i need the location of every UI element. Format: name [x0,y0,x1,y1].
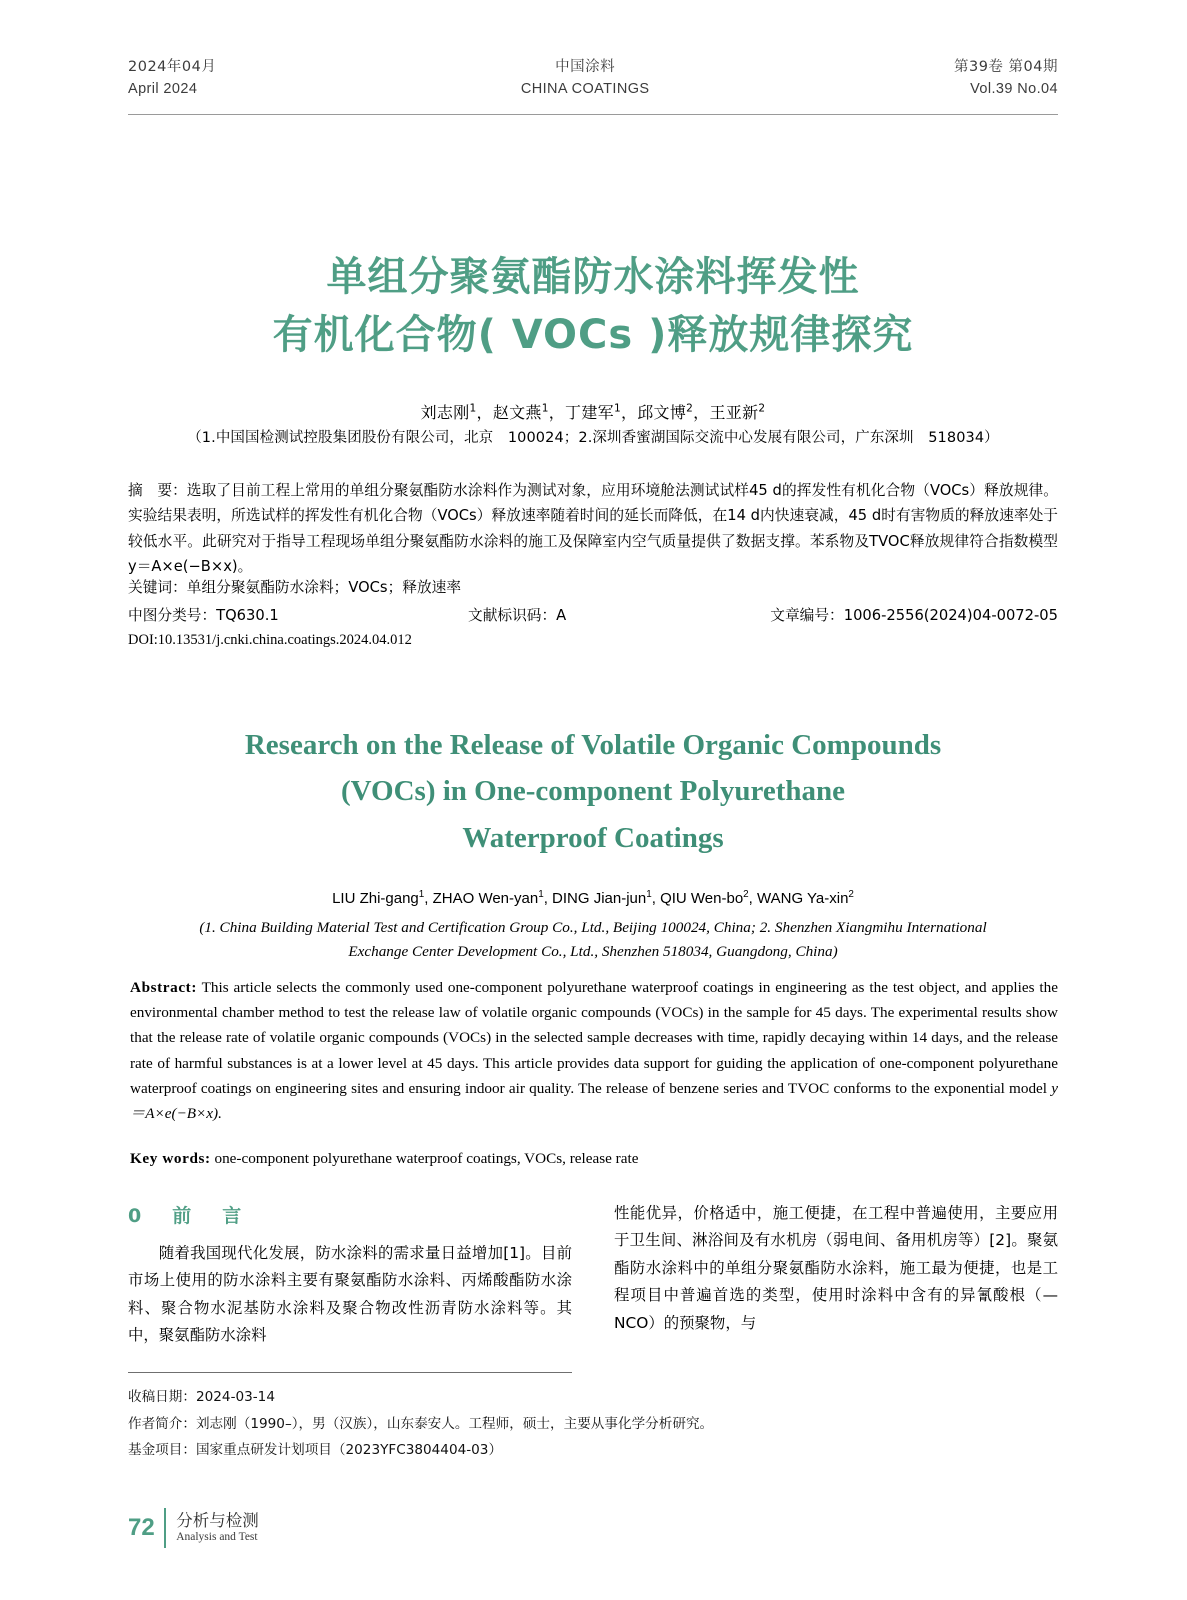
doi-line: DOI:10.13531/j.cnki.china.coatings.2024.04.012 [128,632,412,648]
page-title-zh-line2: 有机化合物( VOCs )释放规律探究 [272,312,914,358]
journal-name-zh: 中国涂料 [555,59,616,75]
running-head [128,56,1058,101]
keywords-zh: 关键词：单组分聚氨酯防水涂料；VOCs；释放速率 [128,579,462,596]
running-head-date-zh: 2024年04月 [128,59,217,75]
footnote-received-date: 收稿日期：2024-03-14 [128,1389,275,1405]
journal-name-en: CHINA COATINGS [520,81,650,98]
running-head-left [128,56,216,101]
page-title-en-line1: Research on the Release of Volatile Organic Compounds [244,729,942,761]
running-head-divider [128,114,1058,115]
footer-section-zh: 分析与检测 [176,1510,259,1530]
footer-accent-bar [164,1508,167,1548]
keywords-en [130,1147,1058,1171]
abstract-en [130,975,1058,1126]
volume-issue-en: Vol.39 No.04 [970,81,1058,98]
footnotes [128,1384,848,1464]
abstract-en-text: This article selects the commonly used one-component polyurethane waterproof coatings in engineering as the test object, and applies the environmental chamber method to test the release law of volatile organic compounds (VOCs) in the sample for 45 days. The experimental results show that the release rate of volatile organic compounds (VOCs) in the selected sample decreases with time, rapidly decaying within 14 days, and the release rate of harmful substances is at a lower level at 45 days. This article provides data support for guiding the application of one-component polyurethane waterproof coatings on engineering sites and ensuring indoor air quality. The release of benzene series and TVOC conforms to the exponential model [130,979,1058,1097]
document-code: 文献标识码：A [468,607,567,624]
running-head-date-en: April 2024 [128,81,198,98]
abstract-en-label: Abstract: [130,979,197,996]
page-title-zh-line1: 单组分聚氨酯防水涂料挥发性 [326,254,860,300]
abstract-en-equation: y＝A×e(−B×x). [130,1079,1059,1123]
running-head-center [521,56,650,101]
article-id: 文章编号：1006-2556(2024)04-0072-05 [770,607,1058,624]
footer-section-en: Analysis and Test [176,1531,258,1544]
affiliation-en [128,916,1058,965]
abstract-zh-label: 摘 要： [128,482,187,499]
section-heading: 0 前 言 [128,1205,248,1227]
footnote-author-bio: 作者简介：刘志刚（1990–），男（汉族），山东泰安人。工程师，硕士，主要从事化学分析研究。 [128,1415,714,1432]
page-title-en [150,722,1036,861]
page-title-zh [128,248,1058,364]
body-columns [128,1200,1058,1355]
clc-number: 中图分类号：TQ630.1 [128,607,279,624]
footnote-funding: 基金项目：国家重点研发计划项目（2023YFC3804404-03） [128,1442,503,1458]
affiliation-en-line2: Exchange Center Development Co., Ltd., Shenzhen 518034, Guangdong, China) [348,943,838,961]
classification-row-zh [128,604,1058,625]
body-paragraph-right: 性能优异，价格适中，施工便捷，在工程中普遍使用，主要应用于卫生间、淋浴间及有水机房（弱电间、备用机房等）[2]。聚氨酯防水涂料中的单组分聚氨酯防水涂料，施工最为便捷，也是工程项目中普遍首选的类型，使用时涂料中含有的异氰酸根（—NCO）的预聚物，与 [614,1204,1058,1332]
body-column-left [128,1200,572,1355]
running-head-right [954,56,1058,101]
page-number: 72 [128,1514,155,1541]
body-column-right [614,1200,1058,1355]
footer-section [176,1511,259,1546]
abstract-zh [128,478,1058,579]
abstract-zh-text: 选取了目前工程上常用的单组分聚氨酯防水涂料作为测试对象，应用环境舱法测试试样45 d的挥发性有机化合物（VOCs）释放规律。实验结果表明，所选试样的挥发性有机化合物（VOCs）释放速率随着时间的延长而降低，在14 d内快速衰减，45 d时有害物质的释放速率处于较低水平。此研究对于指导工程现场单组分聚氨酯防水涂料的施工及保障室内空气质量提供了数据支撑。苯系物及TVOC释放规律符合指数模型y＝A×e(−B×x)。 [128,482,1058,575]
authors-en: LIU Zhi-gang$^1$, ZHAO Wen-yan$^1$, DING Jian-jun$^1$, QIU Wen-$bo^2$, WANG Ya-xin$^2$ [332,889,854,907]
keywords-en-label: Key words: [130,1150,211,1167]
volume-issue-zh: 第39卷 第04期 [953,59,1058,75]
body-paragraph-left: 随着我国现代化发展，防水涂料的需求量日益增加[1]。目前市场上使用的防水涂料主要有聚氨酯防水涂料、丙烯酸酯防水涂料、聚合物水泥基防水涂料及聚合物改性沥青防水涂料等。其中，聚氨酯防水涂料 [128,1243,572,1345]
authors-zh: 刘志刚$^1$，赵文燕$^1$，丁建军$^1$，邱文博$^2$，王亚新$^2$ [420,402,766,422]
footnote-divider [128,1372,572,1373]
affiliation-en-line1: (1. China Building Material Test and Certification Group Co., Ltd., Beijing 100024, China; 2. Shenzhen Xiangmihu International [199,919,987,936]
page-title-en-line3: Waterproof Coatings [462,821,724,854]
affiliation-zh: （1.中国国检测试控股集团股份有限公司，北京 100024；2.深圳香蜜湖国际交流中心发展有限公司，广东深圳 518034） [187,430,999,446]
keywords-en-text: one-component polyurethane waterproof coatings, VOCs, release rate [214,1150,639,1167]
page-footer [128,1508,259,1548]
page-title-en-line2: (VOCs) in One-component Polyurethane [341,775,845,808]
